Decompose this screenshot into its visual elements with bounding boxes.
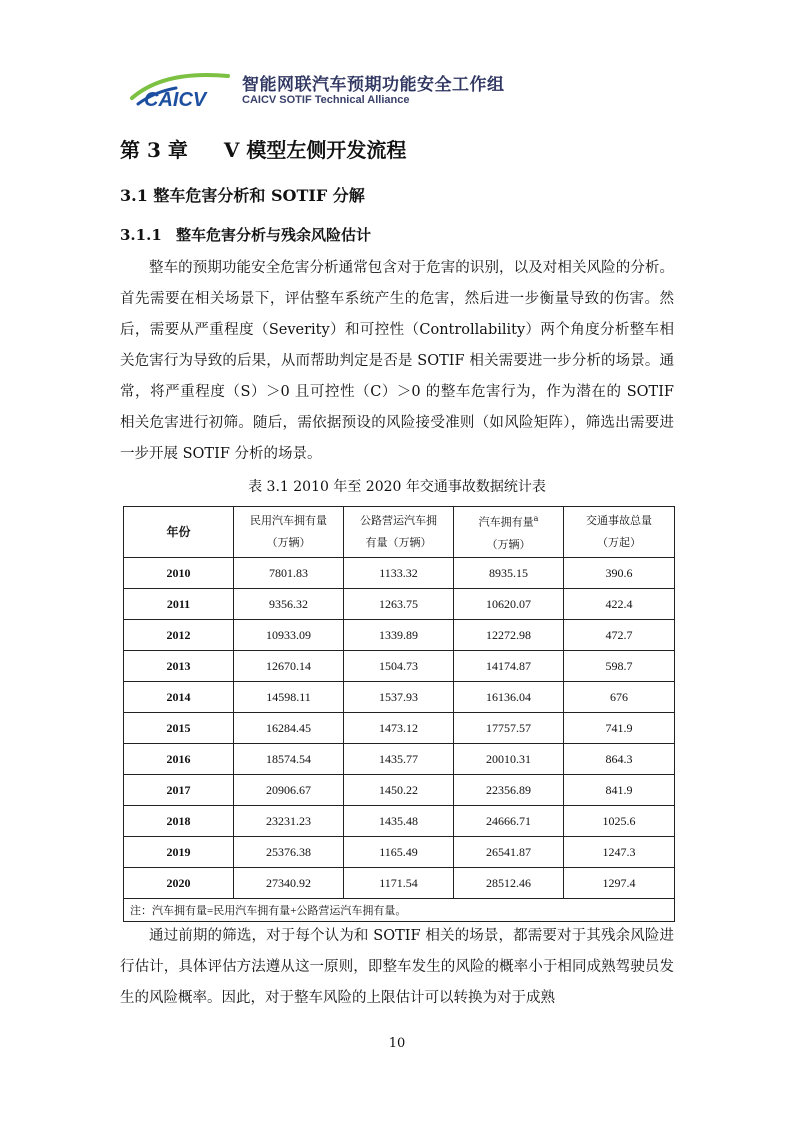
table-cell: 17757.57 — [454, 713, 564, 744]
header-year: 年份 — [124, 507, 234, 558]
header-unit: 有量（万辆） — [365, 536, 432, 549]
table-cell: 676 — [564, 682, 675, 713]
header-unit: （万起） — [597, 536, 641, 549]
header-accidents — [564, 507, 675, 558]
table-cell: 390.6 — [564, 558, 675, 589]
chapter-heading — [120, 134, 406, 163]
table-cell: 7801.83 — [234, 558, 344, 589]
table-cell: 1450.22 — [344, 775, 454, 806]
subsection-title: 整车危害分析与残余风险估计 — [176, 226, 372, 244]
table-cell: 472.7 — [564, 620, 675, 651]
table-cell: 422.4 — [564, 589, 675, 620]
row-year: 2019 — [124, 837, 234, 868]
table-row — [124, 837, 675, 868]
chapter-number: 第 3 章 — [120, 138, 188, 162]
table-note-row — [124, 899, 675, 922]
table-cell: 1263.75 — [344, 589, 454, 620]
table-cell: 9356.32 — [234, 589, 344, 620]
table-cell: 27340.92 — [234, 868, 344, 899]
table-cell: 1247.3 — [564, 837, 675, 868]
table-cell: 8935.15 — [454, 558, 564, 589]
footnote-marker: a — [533, 514, 539, 524]
table-row — [124, 713, 675, 744]
table-cell: 28512.46 — [454, 868, 564, 899]
table-body — [124, 558, 675, 899]
table-cell: 10620.07 — [454, 589, 564, 620]
row-year: 2013 — [124, 651, 234, 682]
table-row — [124, 651, 675, 682]
accident-statistics-table — [123, 506, 675, 922]
header-title-cn: 智能网联汽车预期功能安全工作组 — [242, 75, 505, 95]
table-cell: 598.7 — [564, 651, 675, 682]
row-year: 2016 — [124, 744, 234, 775]
table-cell: 1473.12 — [344, 713, 454, 744]
table-cell: 25376.38 — [234, 837, 344, 868]
header-civil-vehicles — [234, 507, 344, 558]
table-row — [124, 775, 675, 806]
header-unit: （万辆） — [266, 536, 311, 549]
section-heading: 3.1 整车危害分析和 SOTIF 分解 — [120, 186, 365, 205]
table-row — [124, 744, 675, 775]
row-year: 2010 — [124, 558, 234, 589]
caicv-logo-icon — [124, 68, 234, 112]
header-total-vehicles — [454, 507, 564, 558]
table-row — [124, 682, 675, 713]
table-row — [124, 558, 675, 589]
table-cell: 20906.67 — [234, 775, 344, 806]
header-title-en: CAICV SOTIF Technical Alliance — [242, 94, 410, 106]
row-year: 2020 — [124, 868, 234, 899]
header-line: 公路营运汽车拥 — [360, 514, 437, 527]
table-cell: 22356.89 — [454, 775, 564, 806]
table-cell: 20010.31 — [454, 744, 564, 775]
table-cell: 741.9 — [564, 713, 675, 744]
table-cell: 16284.45 — [234, 713, 344, 744]
table-cell: 1504.73 — [344, 651, 454, 682]
header-unit: （万辆） — [486, 537, 531, 551]
header-commercial-vehicles — [344, 507, 454, 558]
table-row — [124, 589, 675, 620]
subsection-heading — [120, 224, 371, 245]
table-cell: 18574.54 — [234, 744, 344, 775]
table-cell: 1339.89 — [344, 620, 454, 651]
table-cell: 841.9 — [564, 775, 675, 806]
table-cell: 1171.54 — [344, 868, 454, 899]
page-number: 10 — [388, 1036, 406, 1051]
header-line: 交通事故总量 — [586, 514, 652, 527]
table-cell: 10933.09 — [234, 620, 344, 651]
header-line: 民用汽车拥有量 — [250, 514, 327, 527]
table-cell: 16136.04 — [454, 682, 564, 713]
table-cell: 12670.14 — [234, 651, 344, 682]
table-cell: 26541.87 — [454, 837, 564, 868]
row-year: 2012 — [124, 620, 234, 651]
table-caption: 表 3.1 2010 年至 2020 年交通事故数据统计表 — [248, 479, 546, 495]
table-header-row — [124, 507, 675, 558]
row-year: 2018 — [124, 806, 234, 837]
header — [124, 68, 504, 112]
table-cell: 12272.98 — [454, 620, 564, 651]
body-paragraph-2: 通过前期的筛选，对于每个认为和 SOTIF 相关的场景，都需要对于其残余风险进行估计，具体评估方法遵从这一原则，即整车发生的风险的概率小于相同成熟驾驶员发生的风险概率。因此，对于整车风险的上限估计可以转换为对于成熟 — [120, 928, 674, 1006]
table-cell: 1537.93 — [344, 682, 454, 713]
table-cell: 1165.49 — [344, 837, 454, 868]
table-cell: 1025.6 — [564, 806, 675, 837]
row-year: 2015 — [124, 713, 234, 744]
subsection-number: 3.1.1 — [120, 226, 162, 244]
table-cell: 23231.23 — [234, 806, 344, 837]
table-note: 注：汽车拥有量=民用汽车拥有量+公路营运汽车拥有量。 — [124, 899, 675, 922]
row-year: 2017 — [124, 775, 234, 806]
table-cell: 1133.32 — [344, 558, 454, 589]
body-paragraph-1: 整车的预期功能安全危害分析通常包含对于危害的识别，以及对相关风险的分析。首先需要在相关场景下，评估整车系统产生的危害，然后进一步衡量导致的伤害。然后，需要从严重程度（Severity）和可控性（Controllability）两个角度分析整车相关危害行为导致的后果，从而帮助判定是否是 SOTIF 相关需要进一步分析的场景。通常，将严重程度（S）＞0 且可控性（C）＞0 的整车危害行为，作为潜在的 SOTIF 相关危害进行初筛。随后，需依据预设的风险接受准则（如风险矩阵），筛选出需要进一步开展 SOTIF 分析的场景。 — [120, 260, 674, 462]
header-line: 汽车拥有量$^a$ — [478, 514, 539, 529]
chapter-title: V 模型左侧开发流程 — [223, 138, 407, 162]
logo-wordmark: CAICV — [144, 89, 207, 111]
table-cell: 14598.11 — [234, 682, 344, 713]
table-cell: 1435.77 — [344, 744, 454, 775]
table-row — [124, 620, 675, 651]
row-year: 2014 — [124, 682, 234, 713]
table-cell: 24666.71 — [454, 806, 564, 837]
table-row — [124, 806, 675, 837]
table-cell: 864.3 — [564, 744, 675, 775]
table-cell: 1435.48 — [344, 806, 454, 837]
table-cell: 1297.4 — [564, 868, 675, 899]
table-row — [124, 868, 675, 899]
table-cell: 14174.87 — [454, 651, 564, 682]
row-year: 2011 — [124, 589, 234, 620]
